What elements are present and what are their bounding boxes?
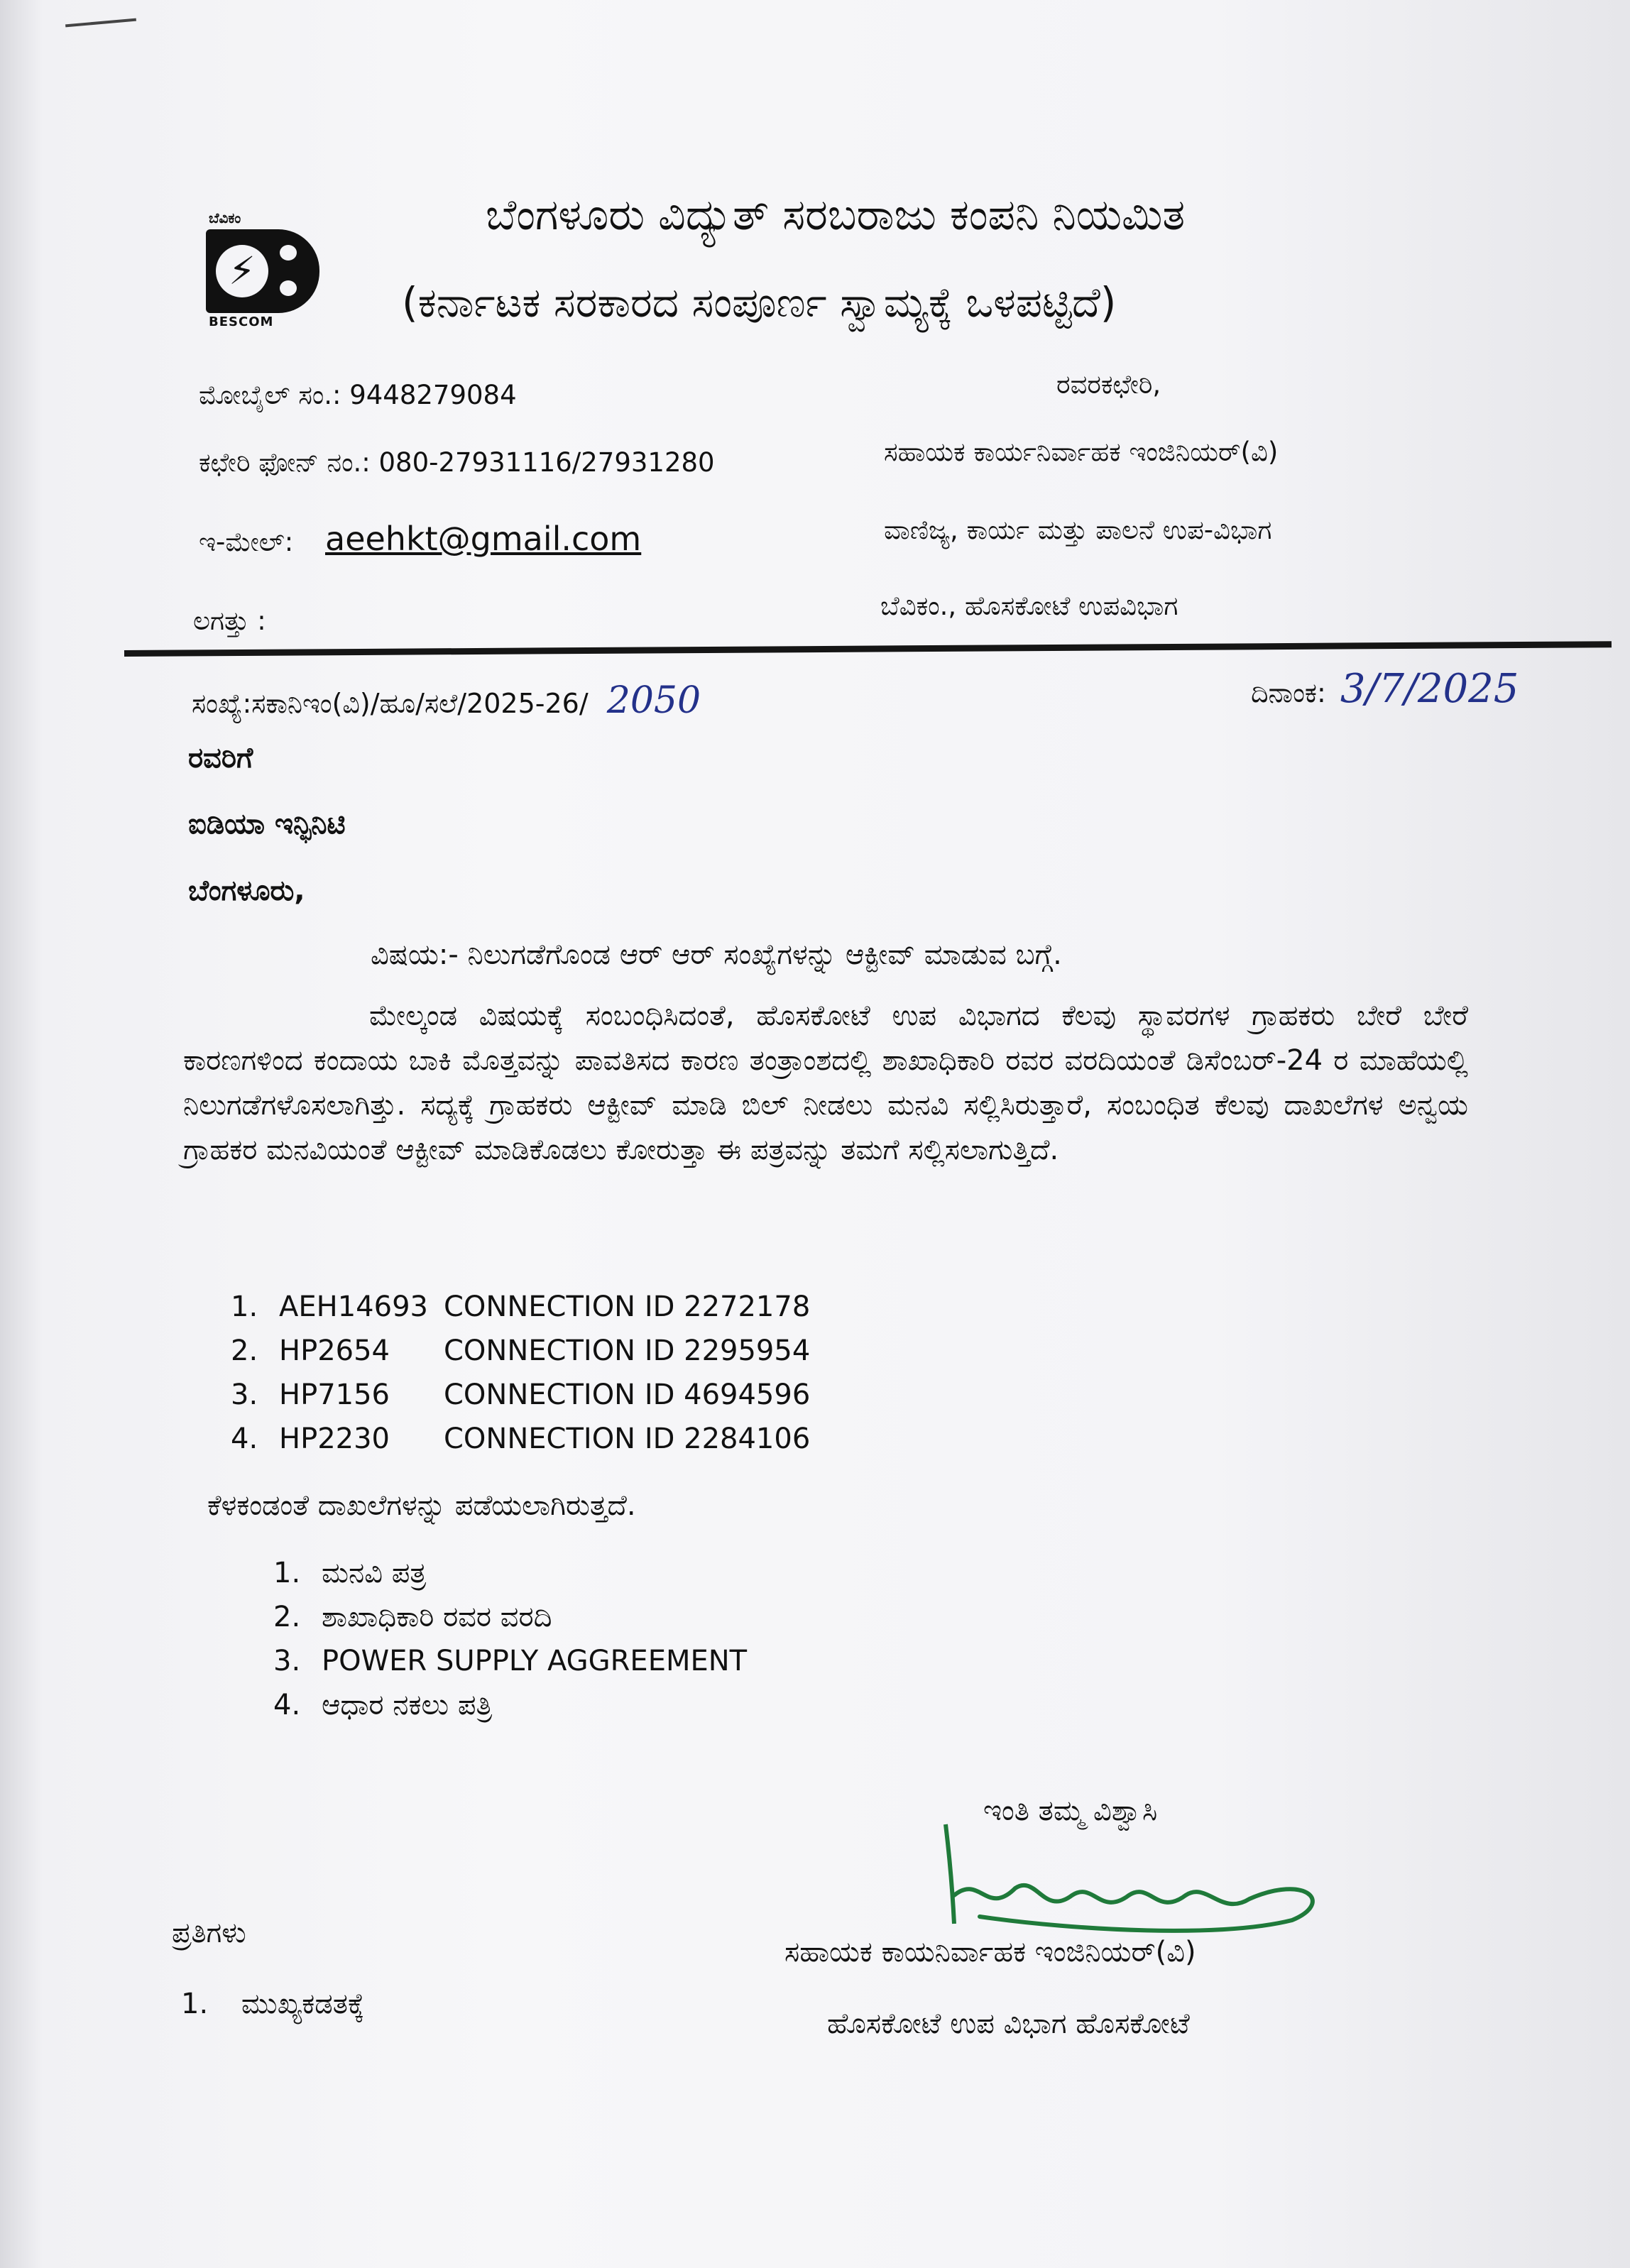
- edge-mark: [65, 18, 136, 28]
- connection-id: CONNECTION ID 2295954: [444, 1335, 811, 1367]
- body-paragraph: [183, 994, 1468, 1173]
- addressee-line-1: ರವರಿಗೆ: [188, 742, 253, 774]
- document-text: ಮನವಿ ಪತ್ರ: [322, 1557, 427, 1589]
- list-number: 1.: [273, 1557, 301, 1589]
- office-line-3: ವಾಣಿಜ್ಯ, ಕಾರ್ಯ ಮತ್ತು ಪಾಲನೆ ಉಪ-ವಿಭಾಗ: [884, 515, 1272, 545]
- connection-row: [231, 1373, 810, 1417]
- org-subtitle: (ಕರ್ನಾಟಕ ಸರಕಾರದ ಸಂಪೂರ್ಣ ಸ್ವಾಮ್ಯಕ್ಕೆ ಒಳಪಟ್ಟಿದೆ): [402, 278, 1117, 327]
- logo-kannada-text: ಬೆವಿಕಂ: [209, 209, 241, 226]
- copy-text: ಮುಖ್ಯಕಡತಕ್ಕೆ: [241, 1988, 365, 2020]
- document-text: POWER SUPPLY AGGREEMENT: [322, 1645, 748, 1677]
- logo-name: BESCOM: [209, 314, 274, 329]
- list-number: 1.: [181, 1988, 209, 2020]
- enclosures-label: ಲಗತ್ತು :: [193, 606, 266, 636]
- addressee-line-3: ಬೆಂಗಳೂರು,: [188, 875, 305, 907]
- org-name: ಬೆಂಗಳೂರು ವಿದ್ಯುತ್ ಸರಬರಾಜು ಕಂಪನಿ ನಿಯಮಿತ: [486, 190, 1186, 240]
- document-item: [273, 1595, 747, 1639]
- list-number: 3.: [273, 1645, 301, 1677]
- date-handwritten: 3/7/2025: [1340, 666, 1519, 712]
- header-rule: [124, 641, 1612, 657]
- email-link[interactable]: aeehkt@gmail.com: [325, 520, 642, 558]
- reference-number: [192, 679, 701, 722]
- office-line-2: ಸಹಾಯಕ ಕಾರ್ಯನಿರ್ವಾಹಕ ಇಂಜಿನಿಯರ್(ವಿ): [884, 437, 1279, 467]
- documents-intro: ಕೆಳಕಂಡಂತೆ ದಾಖಲೆಗಳನ್ನು ಪಡೆಯಲಾಗಿರುತ್ತದೆ.: [207, 1489, 636, 1522]
- closing-line: ಇಂತಿ ತಮ್ಮ ವಿಶ್ವಾಸಿ: [983, 1795, 1158, 1827]
- connection-row: [231, 1417, 810, 1461]
- signature: [937, 1817, 1335, 1938]
- connection-id: CONNECTION ID 4694596: [444, 1379, 811, 1411]
- document-item: [273, 1639, 747, 1683]
- signatory-office: ಹೊಸಕೋಟೆ ಉಪ ವಿಭಾಗ ಹೊಸಕೋಟೆ: [827, 2007, 1190, 2040]
- list-number: 3.: [231, 1379, 258, 1411]
- rr-number: HP7156: [279, 1379, 390, 1411]
- connections-list: [231, 1285, 810, 1461]
- rr-number: HP2230: [279, 1423, 390, 1455]
- connection-id: CONNECTION ID 2272178: [444, 1291, 811, 1323]
- body-text: ಮೇಲ್ಕಂಡ ವಿಷಯಕ್ಕೆ ಸಂಬಂಧಿಸಿದಂತೆ, ಹೊಸಕೋಟೆ ಉಪ ವಿಭಾಗದ ಕೆಲವು ಸ್ಥಾವರಗಳ ಗ್ರಾಹಕರು ಬೇರೆ ಬೇರೆ ಕಾರಣಗಳಿಂದ ಕಂದಾಯ ಬಾಕಿ ಮೊತ್ತವನ್ನು ಪಾವತಿಸದ ಕಾರಣ ತಂತ್ರಾಂಶದಲ್ಲಿ ಶಾಖಾಧಿಕಾರಿ ರವರ ವರದಿಯಂತೆ ಡಿಸೆಂಬರ್-24 ರ ಮಾಹೆಯಲ್ಲಿ ನಿಲುಗಡೆಗಳೊಸಲಾಗಿತ್ತು. ಸದ್ಯಕ್ಕೆ ಗ್ರಾಹಕರು ಆಕ್ಟೀವ್ ಮಾಡಿ ಬಿಲ್ ನೀಡಲು ಮನವಿ ಸಲ್ಲಿಸಿರುತ್ತಾರೆ, ಸಂಬಂಧಿತ ಕೆಲವು ದಾಖಲೆಗಳ ಅನ್ವಯ ಗ್ರಾಹಕರ ಮನವಿಯಂತೆ ಆಕ್ಟೀವ್ ಮಾಡಿಕೊಡಲು ಕೋರುತ್ತಾ ಈ ಪತ್ರವನ್ನು ತಮಗೆ ಸಲ್ಲಿಸಲಾಗುತ್ತಿದೆ.: [183, 999, 1468, 1166]
- office-line-1: ರವರಕಛೇರಿ,: [1056, 369, 1161, 400]
- document-text: ಶಾಖಾಧಿಕಾರಿ ರವರ ವರದಿ: [322, 1601, 552, 1633]
- reference-handwritten: 2050: [606, 679, 701, 722]
- list-number: 1.: [231, 1291, 258, 1323]
- logo-b-mark: [206, 229, 319, 313]
- documents-list: [273, 1551, 747, 1727]
- connection-id: CONNECTION ID 2284106: [444, 1423, 811, 1455]
- reference-date: [1251, 666, 1519, 712]
- email-label: ಇ-ಮೇಲ್:: [199, 527, 294, 557]
- rr-number: AEH14693: [279, 1291, 428, 1323]
- bescom-logo: [206, 209, 330, 330]
- rr-number: HP2654: [279, 1335, 390, 1367]
- reference-label: ಸಂಖ್ಯೆ:ಸಕಾನಿಇಂ(ವಿ)/ಹೂ/ಸಲೆ/2025-26/: [192, 688, 589, 719]
- list-number: 2.: [273, 1601, 301, 1633]
- document-item: [273, 1683, 747, 1727]
- list-number: 4.: [231, 1423, 258, 1455]
- document-item: [273, 1551, 747, 1595]
- connection-row: [231, 1329, 810, 1373]
- copies-item: [181, 1988, 364, 2020]
- date-label: ದಿನಾಂಕ:: [1251, 677, 1326, 708]
- power-tower-icon: ⚡: [229, 248, 256, 293]
- addressee-line-2: ಐಡಿಯಾ ಇನ್ಫಿನಿಟಿ: [188, 808, 346, 840]
- office-line-4: ಬೆವಿಕಂ., ಹೊಸಕೋಟೆ ಉಪವಿಭಾಗ: [880, 591, 1178, 621]
- list-number: 2.: [231, 1335, 258, 1367]
- subject-line: ವಿಷಯ:- ನಿಲುಗಡೆಗೊಂಡ ಆರ್ ಆರ್ ಸಂಖ್ಯೆಗಳನ್ನು ಆಕ್ಟೀವ್ ಮಾಡುವ ಬಗ್ಗೆ.: [371, 938, 1062, 971]
- mobile-number: ಮೋಬೈಲ್ ಸಂ.: 9448279084: [199, 380, 517, 410]
- list-number: 4.: [273, 1689, 301, 1721]
- office-phone: ಕಛೇರಿ ಫೋನ್ ನಂ.: 080-27931116/27931280: [199, 447, 715, 478]
- document-text: ಆಧಾರ ನಕಲು ಪತ್ರಿ: [322, 1689, 493, 1721]
- connection-row: [231, 1285, 810, 1329]
- signatory-title: ಸಹಾಯಕ ಕಾಯನಿರ್ವಾಹಕ ಇಂಜಿನಿಯರ್(ವಿ): [784, 1936, 1196, 1968]
- copies-heading: ಪ್ರತಿಗಳು: [172, 1917, 246, 1949]
